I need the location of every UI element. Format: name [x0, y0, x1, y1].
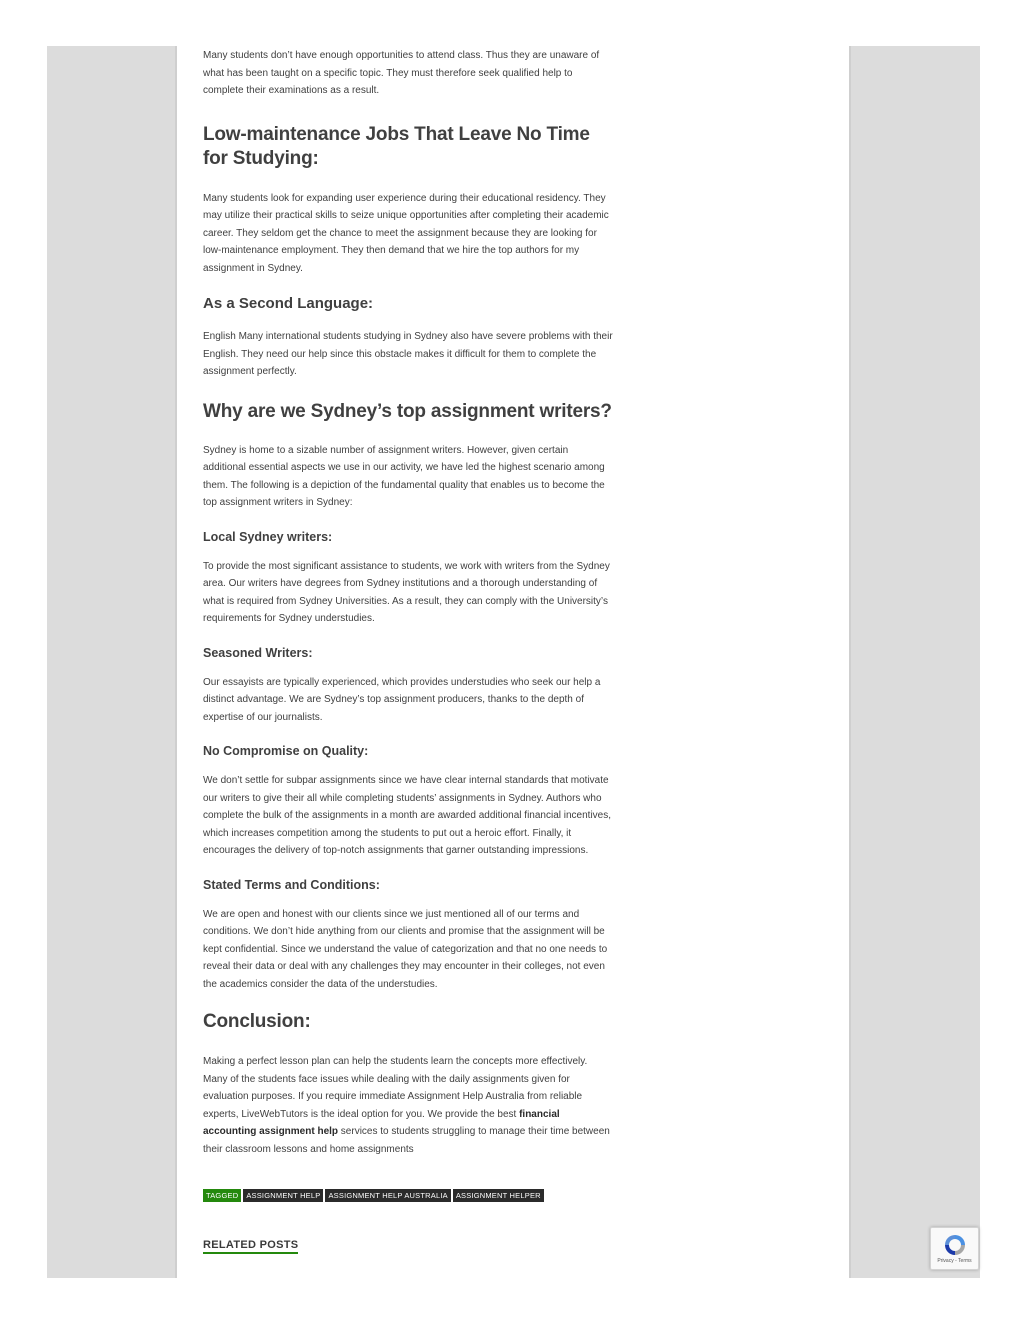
- paragraph-why-top-writers: Sydney is home to a sizable number of assignment writers. However, given certain additional essential aspects we use in our activity, we have led the highest scenario among them. The following is a depiction of the fundamental quality that enables us to become the top assignment writers in Sydney:: [203, 444, 605, 508]
- paragraph-local-writers: To provide the most significant assistance to students, we work with writers from the Sydney area. Our writers have degrees from Sydney institutions and a thorough understanding of what is required from Sydney Universities. As a result, they can comply with the University’s requirements for Sydney understudies.: [203, 560, 610, 624]
- paragraph-no-compromise-quality: We don’t settle for subpar assignments since we have clear internal standards that motivate our writers to give their all while completing students’ assignments in Sydney. Authors who complete the bulk of the assignments in a month are awarded additional financial incentives, which increases competition among the students to put out a heroic effort. Finally, it encourages the delivery of top-notch assignments that garner outstanding impressions.: [203, 775, 612, 856]
- tag-assignment-helper[interactable]: ASSIGNMENT HELPER: [453, 1189, 544, 1202]
- heading-second-language: As a Second Language:: [203, 295, 374, 312]
- right-sidebar: [849, 46, 980, 1278]
- related-posts-heading: RELATED POSTS: [203, 1239, 298, 1254]
- heading-low-maintenance: Low-maintenance Jobs That Leave No Time for Studying:: [203, 123, 590, 169]
- paragraph-conclusion: [203, 1053, 613, 1158]
- conclusion-text-end: services to students struggling to manage their time between their classroom lessons and home assignments: [203, 1126, 610, 1155]
- heading-seasoned-writers: Seasoned Writers:: [203, 645, 313, 660]
- tag-assignment-help[interactable]: ASSIGNMENT HELP: [243, 1189, 323, 1202]
- tagged-label: TAGGED: [203, 1189, 241, 1202]
- recaptcha-terms[interactable]: Privacy - Terms: [937, 1258, 972, 1264]
- intro-paragraph: Many students don’t have enough opportunities to attend class. Thus they are unaware of what has been taught on a specific topic. They must therefore seek qualified help to complete their examinations as a result.: [203, 50, 600, 96]
- heading-stated-terms: Stated Terms and Conditions:: [203, 877, 380, 892]
- heading-why-top-writers: Why are we Sydney’s top assignment writers?: [203, 400, 612, 422]
- recaptcha-badge[interactable]: [930, 1227, 979, 1270]
- paragraph-seasoned-writers: Our essayists are typically experienced, which provides understudies who seek our help a distinct advantage. We are Sydney’s top assignment producers, thanks to the depth of expertise of our journalists.: [203, 676, 601, 723]
- financial-accounting-link[interactable]: financial accounting assignment help: [203, 1108, 560, 1137]
- recaptcha-icon: [942, 1232, 968, 1258]
- article-content: [203, 47, 613, 1254]
- paragraph-second-language: English Many international students studying in Sydney also have severe problems with their English. They need our help since this obstacle makes it difficult for them to complete the assignment perfectly.: [203, 331, 613, 377]
- paragraph-low-maintenance: Many students look for expanding user experience during their educational residency. They may utilize their practical skills to seize unique opportunities after completing their academic career. They seldom get the chance to meet the assignment because they are looking for low-maintenance employment. They then demand that we hire the top authors for my assignment in Sydney.: [203, 192, 609, 274]
- heading-conclusion: Conclusion:: [203, 1011, 311, 1032]
- tag-list: [203, 1189, 613, 1202]
- heading-no-compromise-quality: No Compromise on Quality:: [203, 744, 369, 758]
- paragraph-stated-terms: We are open and honest with our clients since we just mentioned all of our terms and conditions. We don’t hide anything from our clients and promise that the assignment will be kept confidential. Since we understand the value of categorization and that no one needs to reveal their data or deal with any challenges they may encounter in their colleges, not even the academics consider the data of the understudies.: [203, 908, 608, 990]
- conclusion-text-start: Making a perfect lesson plan can help the students learn the concepts more effectively. Many of the students face issues while dealing with the daily assignments given for evaluation purposes. If you require immediate Assignment Help Australia from reliable experts, LiveWebTutors is the ideal option for you. We provide the best: [203, 1056, 588, 1120]
- left-sidebar: [47, 46, 177, 1278]
- tag-assignment-help-australia[interactable]: ASSIGNMENT HELP AUSTRALIA: [325, 1189, 450, 1202]
- heading-local-writers: Local Sydney writers:: [203, 529, 333, 544]
